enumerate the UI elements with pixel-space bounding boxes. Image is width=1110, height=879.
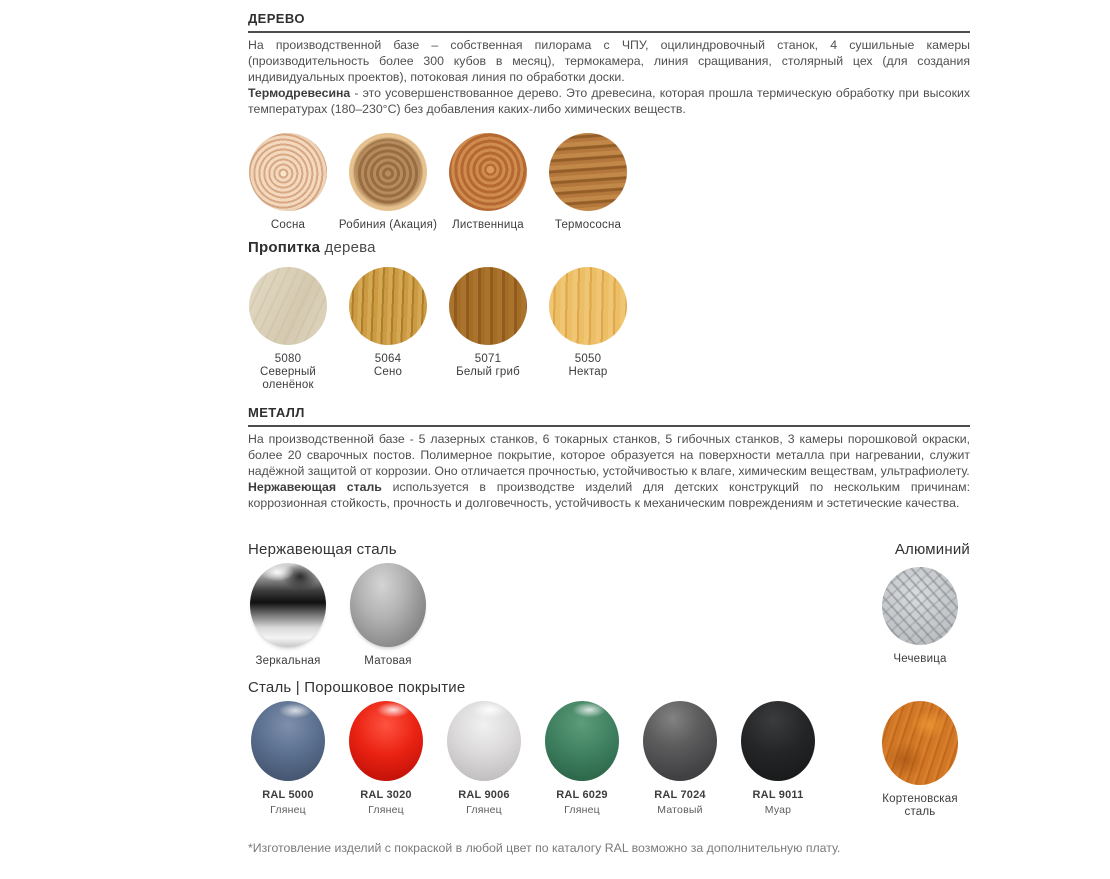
powder-coating-subheading: Сталь | Порошковое покрытие: [248, 679, 466, 696]
swatch-5050: [538, 267, 638, 379]
swatch-5080: [238, 267, 338, 392]
swatch-5071: [438, 267, 538, 379]
ral-code: RAL 7024: [654, 789, 706, 801]
aluminum-diamond-plate-sample: [882, 567, 958, 645]
ral-5000-sample: [251, 701, 325, 781]
ral-footnote: *Изготовление изделий с покраской в любой цвет по каталогу RAL возможно за дополнительную плату.: [248, 841, 841, 855]
wood-description: [248, 37, 970, 117]
swatch-label: [262, 789, 314, 817]
ral-finish: Глянец: [368, 804, 404, 816]
ral-code: RAL 5000: [262, 789, 314, 801]
wood-samples-row: [238, 133, 638, 232]
swatch-label: [458, 789, 510, 817]
swatch-label: Лиственница: [452, 219, 524, 231]
ral-finish: Муар: [764, 804, 792, 816]
ral-code: RAL 6029: [556, 789, 608, 801]
swatch-corten-steel: [870, 701, 970, 819]
metal-description: [248, 431, 970, 511]
aluminum-subheading: Алюминий: [894, 541, 970, 558]
ral-code: RAL 9011: [752, 789, 804, 801]
wood-paragraph: На производственной базе – собственная пилорама с ЧПУ, оцилиндровочный станок, 4 сушильные камеры (производительность более 300 кубов в месяц), термокамера, линия сращивания, столярный цех (для создания индивидуальных проектов), потоковая линия по обработки доски.: [248, 38, 970, 84]
impregnation-title-strong: Пропитка: [248, 239, 321, 256]
metal-title-text: МЕТАЛЛ: [248, 405, 305, 420]
impregnation-5064-sample: [349, 267, 427, 345]
swatch-label: Матовая: [364, 655, 412, 667]
impregnation-5080-sample: [249, 267, 327, 345]
impregnation-5071-sample: [449, 267, 527, 345]
swatch-label: Робиния (Акация): [338, 219, 438, 231]
metal-term-rest: используется в производстве изделий для детских конструкций по нескольким причинам: коррозионная стойкость, прочность и долговечность, устойчивость к механическим повреждениям и эстетические качества.: [248, 480, 971, 510]
swatch-label: Сосна: [270, 219, 306, 231]
ral-3020-sample: [349, 701, 423, 781]
ral-code: RAL 3020: [360, 789, 412, 801]
swatch-label: [238, 353, 338, 392]
impregnation-name: Белый гриб: [456, 366, 520, 378]
ral-9006-sample: [447, 701, 521, 781]
larch-wood-sample: [449, 133, 527, 211]
impregnation-name: Северный оленёнок: [259, 366, 317, 391]
ral-finish: Матовый: [657, 804, 703, 816]
robinia-wood-sample: [349, 133, 427, 211]
pine-wood-sample: [249, 133, 327, 211]
powder-coating-row: [239, 701, 970, 819]
swatch-label: [753, 789, 804, 817]
impregnation-name: Сено: [373, 366, 403, 378]
swatch-ral-6029: [533, 701, 631, 817]
metal-subheadings-row: [248, 541, 970, 558]
impregnation-name: Нектар: [568, 366, 608, 378]
impregnation-title-light: дерева: [320, 239, 376, 256]
swatch-matte-steel: [338, 563, 438, 668]
wood-term-rest: - это усовершенствованное дерево. Это древесина, которая прошла термическую обработку при высоких температурах (180–230°С) без добавления каких-либо химических веществ.: [248, 86, 970, 116]
ral-7024-sample: [643, 701, 717, 781]
stainless-samples-row: [238, 563, 970, 668]
impregnation-samples-row: [238, 267, 638, 392]
swatch-label: Кортеновская сталь: [882, 793, 958, 818]
impregnation-code: 5071: [474, 353, 502, 365]
swatch-robinia: [338, 133, 438, 232]
swatch-label: Зеркальная: [255, 655, 321, 667]
ral-6029-sample: [545, 701, 619, 781]
ral-finish: Глянец: [270, 804, 306, 816]
wood-term-lead: Термодревесина: [248, 86, 351, 100]
swatch-5064: [338, 267, 438, 379]
swatch-label: Термососна: [554, 219, 622, 231]
swatch-ral-7024: [631, 701, 729, 817]
impregnation-subheading: [248, 239, 376, 256]
swatch-label: [654, 789, 706, 817]
swatch-larch: [438, 133, 538, 232]
swatch-thermopine: [538, 133, 638, 232]
swatch-ral-9011: [729, 701, 827, 817]
ral-9011-sample: [741, 701, 815, 781]
impregnation-code: 5064: [374, 353, 402, 365]
swatch-aluminum-lentil: [870, 563, 970, 666]
mirror-steel-sample: [250, 563, 326, 647]
impregnation-code: 5050: [574, 353, 602, 365]
wood-section-title: [248, 11, 970, 33]
corten-steel-sample: [882, 701, 958, 785]
wood-title-text: ДЕРЕВО: [248, 11, 305, 26]
impregnation-code: 5080: [274, 353, 302, 365]
ral-finish: Глянец: [564, 804, 600, 816]
swatch-label: [374, 353, 402, 379]
swatch-ral-9006: [435, 701, 533, 817]
ral-finish: Глянец: [466, 804, 502, 816]
swatch-mirror-steel: [238, 563, 338, 668]
swatch-label: Чечевица: [893, 653, 947, 665]
swatch-ral-3020: [337, 701, 435, 817]
ral-code: RAL 9006: [458, 789, 510, 801]
swatch-label: [360, 789, 412, 817]
metal-section-title: [248, 405, 970, 427]
metal-paragraph: На производственной базе - 5 лазерных станков, 6 токарных станков, 5 гибочных станков, 3 камеры порошковой окраски, более 20 сварочных постов. Полимерное покрытие, которое образуется на поверхности металла при нагревании, служит надёжной защитой от коррозии. Оно отличается прочностью, устойчивостью к влаге, химическим веществам, ультрафиолету.: [248, 432, 970, 478]
swatch-label: [569, 353, 608, 379]
impregnation-5050-sample: [549, 267, 627, 345]
swatch-label: [556, 789, 608, 817]
matte-steel-sample: [350, 563, 426, 647]
thermopine-wood-sample: [549, 133, 627, 211]
swatch-label: [456, 353, 520, 379]
swatch-ral-5000: [239, 701, 337, 817]
stainless-subheading: Нержавеющая сталь: [248, 541, 397, 558]
metal-term-lead: Нержавеющая сталь: [248, 480, 382, 494]
swatch-pine: [238, 133, 338, 232]
